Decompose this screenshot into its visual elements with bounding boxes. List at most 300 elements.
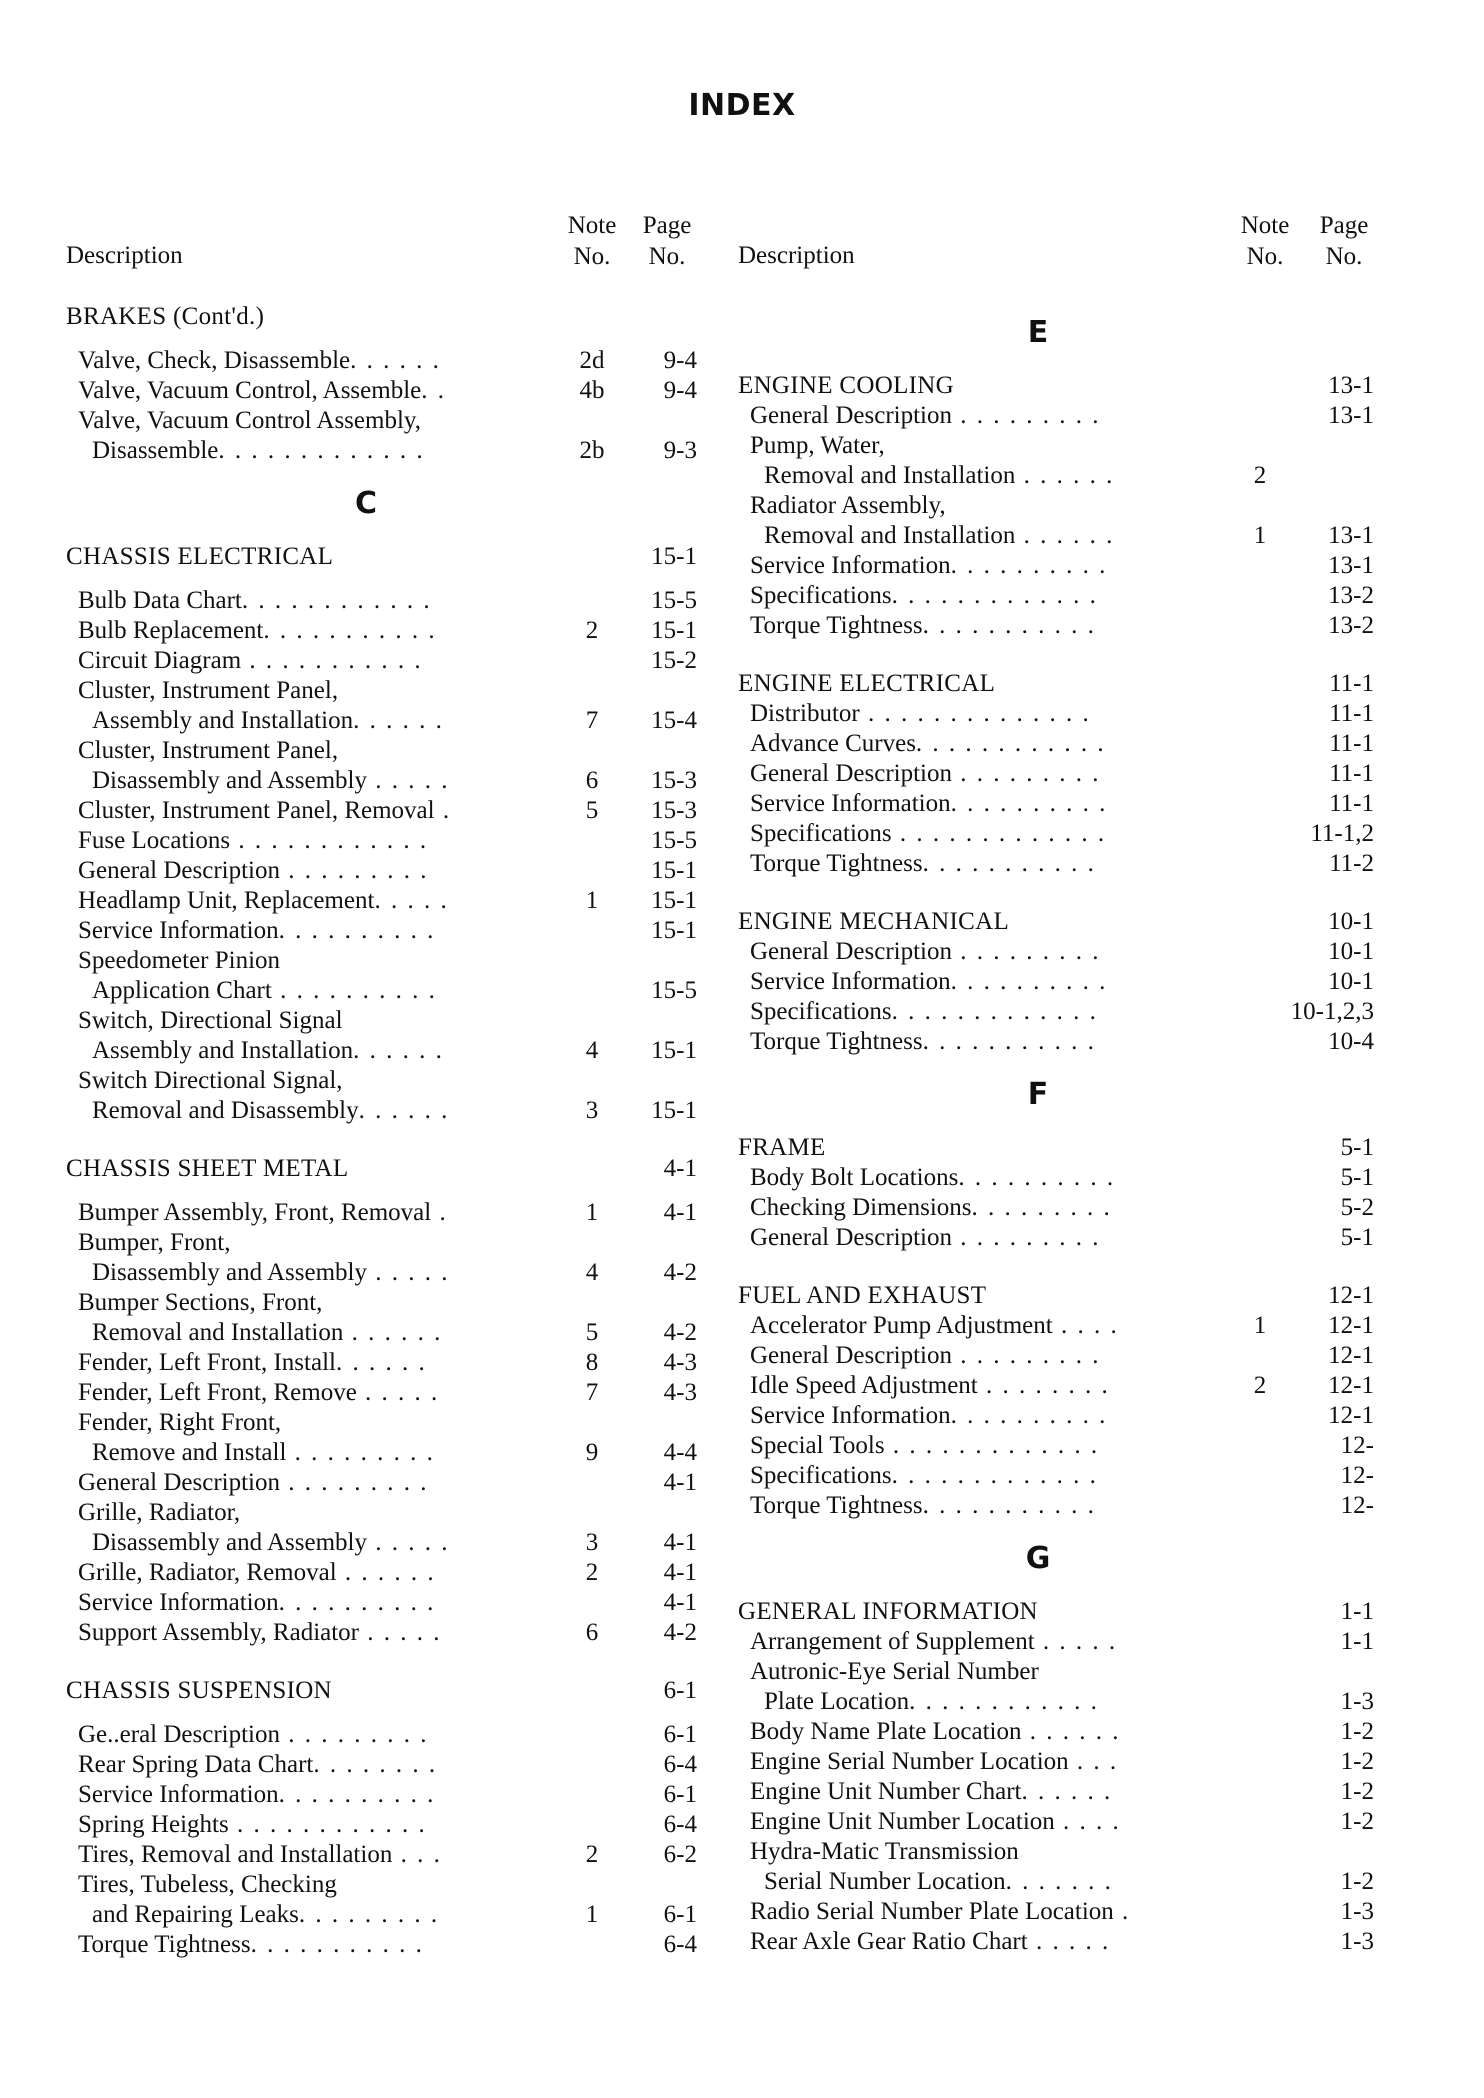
note-number: 2b (579, 437, 605, 464)
index-entry (66, 1036, 706, 1066)
entry-label: Body Bolt Locations (750, 1164, 959, 1191)
dot-leader: . . . . . . . . . (952, 760, 1101, 787)
entry-label: Specifications (750, 820, 892, 847)
entry-label: Support Assembly, Radiator (78, 1619, 360, 1646)
dot-leader: . . . . . . . . . . (278, 917, 436, 944)
spacer (66, 1126, 706, 1154)
entry-label: General Description (750, 760, 953, 787)
entry-label: Tires, Tubeless, Checking (78, 1871, 337, 1898)
note-number: 2 (585, 1841, 599, 1868)
entry-description (78, 1840, 442, 1870)
index-entry (66, 1096, 706, 1126)
index-entry (66, 1930, 706, 1960)
entry-description (750, 699, 1091, 729)
entry-description (750, 1431, 1099, 1461)
dot-leader: . . . . . . . . . . (950, 790, 1108, 817)
dot-leader: . . . . . . . . . (286, 1439, 435, 1466)
spacer (66, 332, 706, 346)
dot-leader: . . . . . . . . . . (950, 968, 1108, 995)
dot-leader: . . . . . . . . . . . (922, 612, 1096, 639)
page-number: 10-1 (1328, 908, 1374, 935)
column-header (66, 210, 706, 274)
header-note-no-label: No. (1246, 243, 1284, 270)
dot-leader: . . . . . . . . . . . . . (891, 998, 1098, 1025)
page-number: 12- (1340, 1432, 1374, 1459)
index-entry (738, 1461, 1378, 1491)
note-number: 3 (585, 1097, 599, 1124)
dot-leader: . . . . (1052, 1312, 1119, 1339)
index-entry (66, 646, 706, 676)
dot-leader: . . . . . . (353, 707, 444, 734)
index-entry (66, 1870, 706, 1900)
note-number: 5 (585, 797, 599, 824)
entry-description (738, 371, 954, 401)
note-number: 4 (585, 1037, 599, 1064)
index-entry (738, 581, 1378, 611)
entry-description (92, 1900, 439, 1930)
entry-label: Pump, Water, (750, 432, 885, 459)
page-number: 12- (1340, 1462, 1374, 1489)
index-entry (738, 1867, 1378, 1897)
dot-leader: . . . . . . . . . (952, 1342, 1101, 1369)
note-number: 3 (585, 1529, 599, 1556)
entry-description (78, 616, 437, 646)
entry-description (764, 1687, 1099, 1717)
entry-description (750, 1747, 1118, 1777)
index-entry (66, 1498, 706, 1528)
index-entry (738, 967, 1378, 997)
note-number: 6 (585, 767, 599, 794)
index-entry (66, 1288, 706, 1318)
entry-label: CHASSIS SHEET METAL (66, 1155, 349, 1182)
header-page-no (632, 210, 702, 272)
dot-leader: . . . . . (367, 1529, 450, 1556)
index-entry (738, 611, 1378, 641)
dot-leader: . . . . . . . . . (952, 402, 1101, 429)
entry-description (738, 1133, 826, 1163)
note-number: 2 (1253, 462, 1267, 489)
entry-label: Circuit Diagram (78, 647, 242, 674)
note-number: 5 (585, 1319, 599, 1346)
entry-description (78, 1810, 427, 1840)
index-entry (738, 551, 1378, 581)
dot-leader: . . . . . (1027, 1928, 1111, 1955)
entry-label: Service Information (750, 552, 951, 579)
index-entry (66, 886, 706, 916)
index-entry (738, 1401, 1378, 1431)
entry-label: General Description (750, 938, 953, 965)
page-number: 6-1 (663, 1721, 697, 1748)
note-number: 4b (579, 377, 605, 404)
entry-description (78, 856, 429, 886)
page-number: 5-1 (1340, 1224, 1374, 1251)
entry-label: Service Information (78, 1589, 279, 1616)
page-number: 10-4 (1328, 1028, 1374, 1055)
spacer (738, 879, 1378, 907)
dot-leader: . . . . . . . . . . . (922, 1028, 1096, 1055)
entry-description (78, 1930, 424, 1960)
page-number: 9-4 (663, 347, 697, 374)
dot-leader: . . . . . (359, 1619, 442, 1646)
page-number: 6-1 (663, 1781, 697, 1808)
dot-leader: . . . . . . . . . . . . . (891, 820, 1107, 847)
entry-description (66, 302, 264, 332)
index-entry (66, 1258, 706, 1288)
index-entry (66, 1528, 706, 1558)
index-entry (66, 1750, 706, 1780)
page-number: 4-1 (663, 1529, 697, 1556)
page-number: 15-5 (651, 977, 697, 1004)
entry-label: Checking Dimensions (750, 1194, 972, 1221)
section-heading (738, 1597, 1378, 1627)
dot-leader: . . . . . . (353, 1037, 444, 1064)
index-entry (66, 1006, 706, 1036)
entry-label: Cluster, Instrument Panel, Removal (78, 797, 435, 824)
page-number: 15-1 (651, 543, 697, 570)
entry-label: Service Information (78, 1781, 279, 1808)
page-number: 15-5 (651, 827, 697, 854)
entry-description (92, 436, 425, 466)
page-number: 1-2 (1340, 1718, 1374, 1745)
dot-leader: . . . . . . . . . . . . (915, 730, 1106, 757)
entry-description (750, 1807, 1121, 1837)
letter-heading: F (1027, 1077, 1049, 1112)
dot-leader: . . . . . . . . . . . (263, 617, 437, 644)
dot-leader: . . . . . . . . (313, 1751, 438, 1778)
page-number: 4-2 (663, 1619, 697, 1646)
entry-description (750, 729, 1106, 759)
index-entry (66, 376, 706, 406)
entry-description (750, 759, 1101, 789)
page-number: 4-2 (663, 1319, 697, 1346)
index-entry (738, 1311, 1378, 1341)
index-entry (66, 1408, 706, 1438)
entry-label: Tires, Removal and Installation (78, 1841, 393, 1868)
index-entry (66, 706, 706, 736)
index-entry (738, 1223, 1378, 1253)
entry-label: Advance Curves (750, 730, 916, 757)
index-entry (66, 826, 706, 856)
entry-label: Fender, Left Front, Remove (78, 1379, 357, 1406)
note-number: 1 (585, 1901, 599, 1928)
page-number: 1-2 (1340, 1868, 1374, 1895)
entry-description (78, 1198, 448, 1228)
entry-description (78, 796, 451, 826)
dot-leader: . . . . . . (1015, 462, 1115, 489)
header-page-label: Page (642, 212, 692, 239)
entry-description (92, 1036, 444, 1066)
dot-leader: . (434, 797, 452, 824)
entry-description (750, 1461, 1098, 1491)
page-number: 12-1 (1328, 1312, 1374, 1339)
section-heading (738, 1281, 1378, 1311)
dot-leader: . . . . . (356, 1379, 440, 1406)
dot-leader: . . . . . . . . . . . . . . (859, 700, 1091, 727)
index-entry (66, 1780, 706, 1810)
entry-description (78, 1618, 442, 1648)
dot-leader: . . . . . . (1021, 1718, 1121, 1745)
entry-label: Bumper, Front, (78, 1229, 231, 1256)
page-number: 13-1 (1328, 552, 1374, 579)
entry-description (750, 1837, 1019, 1867)
entry-label: Specifications (750, 1462, 892, 1489)
dot-leader: . . . . . . . . . . . . . (218, 437, 425, 464)
page-number: 11-1 (1329, 730, 1374, 757)
entry-label: Switch, Directional Signal (78, 1007, 343, 1034)
entry-description (78, 676, 338, 706)
entry-label: Fuse Locations (78, 827, 231, 854)
dot-leader: . . . (1068, 1748, 1119, 1775)
index-entry (66, 1438, 706, 1468)
spacer (66, 1648, 706, 1676)
entry-description (78, 886, 449, 916)
note-number: 7 (585, 1379, 599, 1406)
entry-description (750, 1777, 1112, 1807)
dot-leader: . . . . . (1034, 1628, 1118, 1655)
index-entry (66, 1066, 706, 1096)
entry-label: FUEL AND EXHAUST (738, 1282, 987, 1309)
entry-label: Assembly and Installation (92, 707, 354, 734)
entry-label: Grille, Radiator, (78, 1499, 241, 1526)
entry-description (78, 1348, 427, 1378)
index-entry (738, 1807, 1378, 1837)
index-entry (738, 1193, 1378, 1223)
entry-label: Fender, Left Front, Install (78, 1349, 336, 1376)
entry-label: Valve, Check, Disassemble (78, 347, 351, 374)
index-entry (66, 856, 706, 886)
index-entry (66, 1810, 706, 1840)
page-number: 12- (1340, 1492, 1374, 1519)
index-entry (738, 1341, 1378, 1371)
index-entry (66, 1900, 706, 1930)
dot-leader: . . . . (1054, 1808, 1121, 1835)
dot-leader: . . . . . . . . . . (271, 977, 437, 1004)
dot-leader: . . . . . . . . . (280, 857, 429, 884)
entry-description (78, 646, 423, 676)
header-page-no-label: No. (648, 243, 686, 270)
section-heading (66, 1676, 706, 1706)
entry-label: Disassemble (92, 437, 219, 464)
index-entry (738, 1431, 1378, 1461)
dot-leader: . . . . . (367, 767, 450, 794)
index-entry (738, 1897, 1378, 1927)
note-number: 1 (1253, 522, 1267, 549)
dot-leader: . . . . . . . . . . . (241, 647, 423, 674)
entry-label: Rear Axle Gear Ratio Chart (750, 1928, 1028, 1955)
entry-description (78, 1870, 337, 1900)
header-note-no (1235, 210, 1295, 272)
entry-description (92, 1258, 450, 1288)
entry-label: Service Information (78, 917, 279, 944)
note-number: 7 (585, 707, 599, 734)
page-number: 15-1 (651, 917, 697, 944)
dot-leader: . . . . . . . . . . . . (228, 1811, 427, 1838)
index-entry (66, 916, 706, 946)
entry-description (750, 1027, 1096, 1057)
note-number: 1 (1253, 1312, 1267, 1339)
page-number: 1-3 (1340, 1898, 1374, 1925)
page-number: 11-1 (1329, 700, 1374, 727)
dot-leader: . . . . . . . . . (971, 1194, 1112, 1221)
entry-label: Cluster, Instrument Panel, (78, 677, 339, 704)
dot-leader: . . . . . . . . . . (950, 552, 1108, 579)
entry-label: Removal and Disassembly (92, 1097, 359, 1124)
entry-description (78, 586, 432, 616)
entry-description (750, 581, 1098, 611)
page-number: 15-1 (651, 1037, 697, 1064)
index-entry (738, 1687, 1378, 1717)
entry-label: Bumper Assembly, Front, Removal (78, 1199, 432, 1226)
note-number: 4 (585, 1259, 599, 1286)
entry-label: Radiator Assembly, (750, 492, 946, 519)
entry-label: Bulb Data Chart (78, 587, 242, 614)
dot-leader: . . . . . . . . . . (958, 1164, 1116, 1191)
dot-leader: . . . . . . . . . . . . (241, 587, 432, 614)
entry-label: Radio Serial Number Plate Location (750, 1898, 1114, 1925)
entry-description (78, 1780, 435, 1810)
section-heading (66, 542, 706, 572)
entry-description (738, 1597, 1038, 1627)
dot-leader: . . . (392, 1841, 442, 1868)
entry-label: Headlamp Unit, Replacement (78, 887, 375, 914)
dot-leader: . . . . . . . . . (280, 1721, 429, 1748)
index-entry (738, 491, 1378, 521)
entry-description (78, 946, 280, 976)
page-number: 13-1 (1328, 372, 1374, 399)
index-entry (66, 1198, 706, 1228)
dot-leader: . . . . . . . . . . . (250, 1931, 424, 1958)
page-number: 1-1 (1340, 1598, 1374, 1625)
section-heading (738, 371, 1378, 401)
page-number: 12-1 (1328, 1402, 1374, 1429)
entry-label: Ge..eral Description (78, 1721, 281, 1748)
page-number: 11-1 (1329, 790, 1374, 817)
page-number: 13-2 (1328, 582, 1374, 609)
entry-description (78, 376, 446, 406)
header-note-label: Note (567, 212, 617, 239)
header-page-label: Page (1319, 212, 1369, 239)
entry-label: Disassembly and Assembly (92, 1259, 367, 1286)
entry-description (764, 521, 1114, 551)
entry-label: Fender, Right Front, (78, 1409, 282, 1436)
entry-description (78, 736, 338, 766)
page-number: 11-1 (1329, 760, 1374, 787)
page-number: 4-1 (663, 1589, 697, 1616)
index-entry (66, 1588, 706, 1618)
entry-description (750, 1897, 1130, 1927)
index-entry (738, 937, 1378, 967)
index-entry (66, 1348, 706, 1378)
entry-label: Valve, Vacuum Control, Assemble (78, 377, 422, 404)
page-number: 15-1 (651, 857, 697, 884)
dot-leader: . . . . . . . . . . . . (909, 1688, 1099, 1715)
section-heading (738, 907, 1378, 937)
entry-label: Torque Tightness (750, 850, 923, 877)
note-number: 2 (585, 617, 599, 644)
entry-description (78, 1558, 436, 1588)
entry-description (750, 1491, 1096, 1521)
entry-description (92, 976, 437, 1006)
header-note-no (562, 210, 622, 272)
index-entry (738, 849, 1378, 879)
spacer (738, 1253, 1378, 1281)
page-number: 4-2 (663, 1259, 697, 1286)
entry-label: Disassembly and Assembly (92, 1529, 367, 1556)
entry-label: Accelerator Pump Adjustment (750, 1312, 1053, 1339)
page-number: 15-3 (651, 797, 697, 824)
entry-label: Engine Serial Number Location (750, 1748, 1069, 1775)
entry-label: Removal and Installation (764, 522, 1016, 549)
entry-description (750, 997, 1098, 1027)
entry-description (750, 849, 1096, 879)
entry-label: Arrangement of Supplement (750, 1628, 1035, 1655)
entry-label: Application Chart (92, 977, 272, 1004)
entry-description (750, 1627, 1117, 1657)
index-entry (738, 789, 1378, 819)
page-number: 6-4 (663, 1811, 697, 1838)
entry-description (78, 1498, 240, 1528)
index-entry (66, 1318, 706, 1348)
entry-description (738, 907, 1009, 937)
page-number: 1-2 (1340, 1778, 1374, 1805)
dot-leader: . . . . . . (358, 1097, 450, 1124)
index-entry (738, 1027, 1378, 1057)
dot-leader: . . . . . . . . . . . . . (891, 582, 1098, 609)
entry-label: Cluster, Instrument Panel, (78, 737, 339, 764)
index-entries-left (66, 302, 706, 1960)
note-number: 8 (585, 1349, 599, 1376)
entry-label: CHASSIS ELECTRICAL (66, 543, 334, 570)
entry-label: Special Tools (750, 1432, 885, 1459)
index-entry (738, 1717, 1378, 1747)
index-entry (66, 616, 706, 646)
page-number: 10-1,2,3 (1290, 998, 1374, 1025)
entry-label: Removal and Installation (92, 1319, 344, 1346)
page-number: 12-1 (1328, 1372, 1374, 1399)
index-entry (738, 1627, 1378, 1657)
entry-description (750, 1311, 1119, 1341)
entry-description (92, 706, 444, 736)
entry-description (66, 1154, 348, 1184)
page-number: 6-2 (663, 1841, 697, 1868)
entry-description (750, 967, 1107, 997)
index-entry (738, 1491, 1378, 1521)
index-entry (738, 1927, 1378, 1957)
index-entry (738, 461, 1378, 491)
entry-description (66, 542, 333, 572)
dot-leader: . . . . . . . . . (952, 1224, 1101, 1251)
entry-label: Bulb Replacement (78, 617, 264, 644)
page-number: 5-2 (1340, 1194, 1374, 1221)
page-number: 4-1 (663, 1559, 697, 1586)
note-number: 6 (585, 1619, 599, 1646)
entry-description (66, 1676, 332, 1706)
entry-description (750, 401, 1101, 431)
entry-label: Hydra-Matic Transmission (750, 1838, 1019, 1865)
dot-leader: . . . . . (367, 1259, 450, 1286)
index-entry (66, 1468, 706, 1498)
entry-description (78, 406, 421, 436)
header-description: Description (738, 242, 855, 269)
entry-description (78, 1408, 281, 1438)
page-number: 15-2 (651, 647, 697, 674)
entry-label: Torque Tightness (750, 1492, 923, 1519)
index-entry (738, 759, 1378, 789)
entry-label: Specifications (750, 582, 892, 609)
header-page-no (1309, 210, 1379, 272)
note-number: 2 (585, 1559, 599, 1586)
header-description: Description (66, 242, 183, 269)
